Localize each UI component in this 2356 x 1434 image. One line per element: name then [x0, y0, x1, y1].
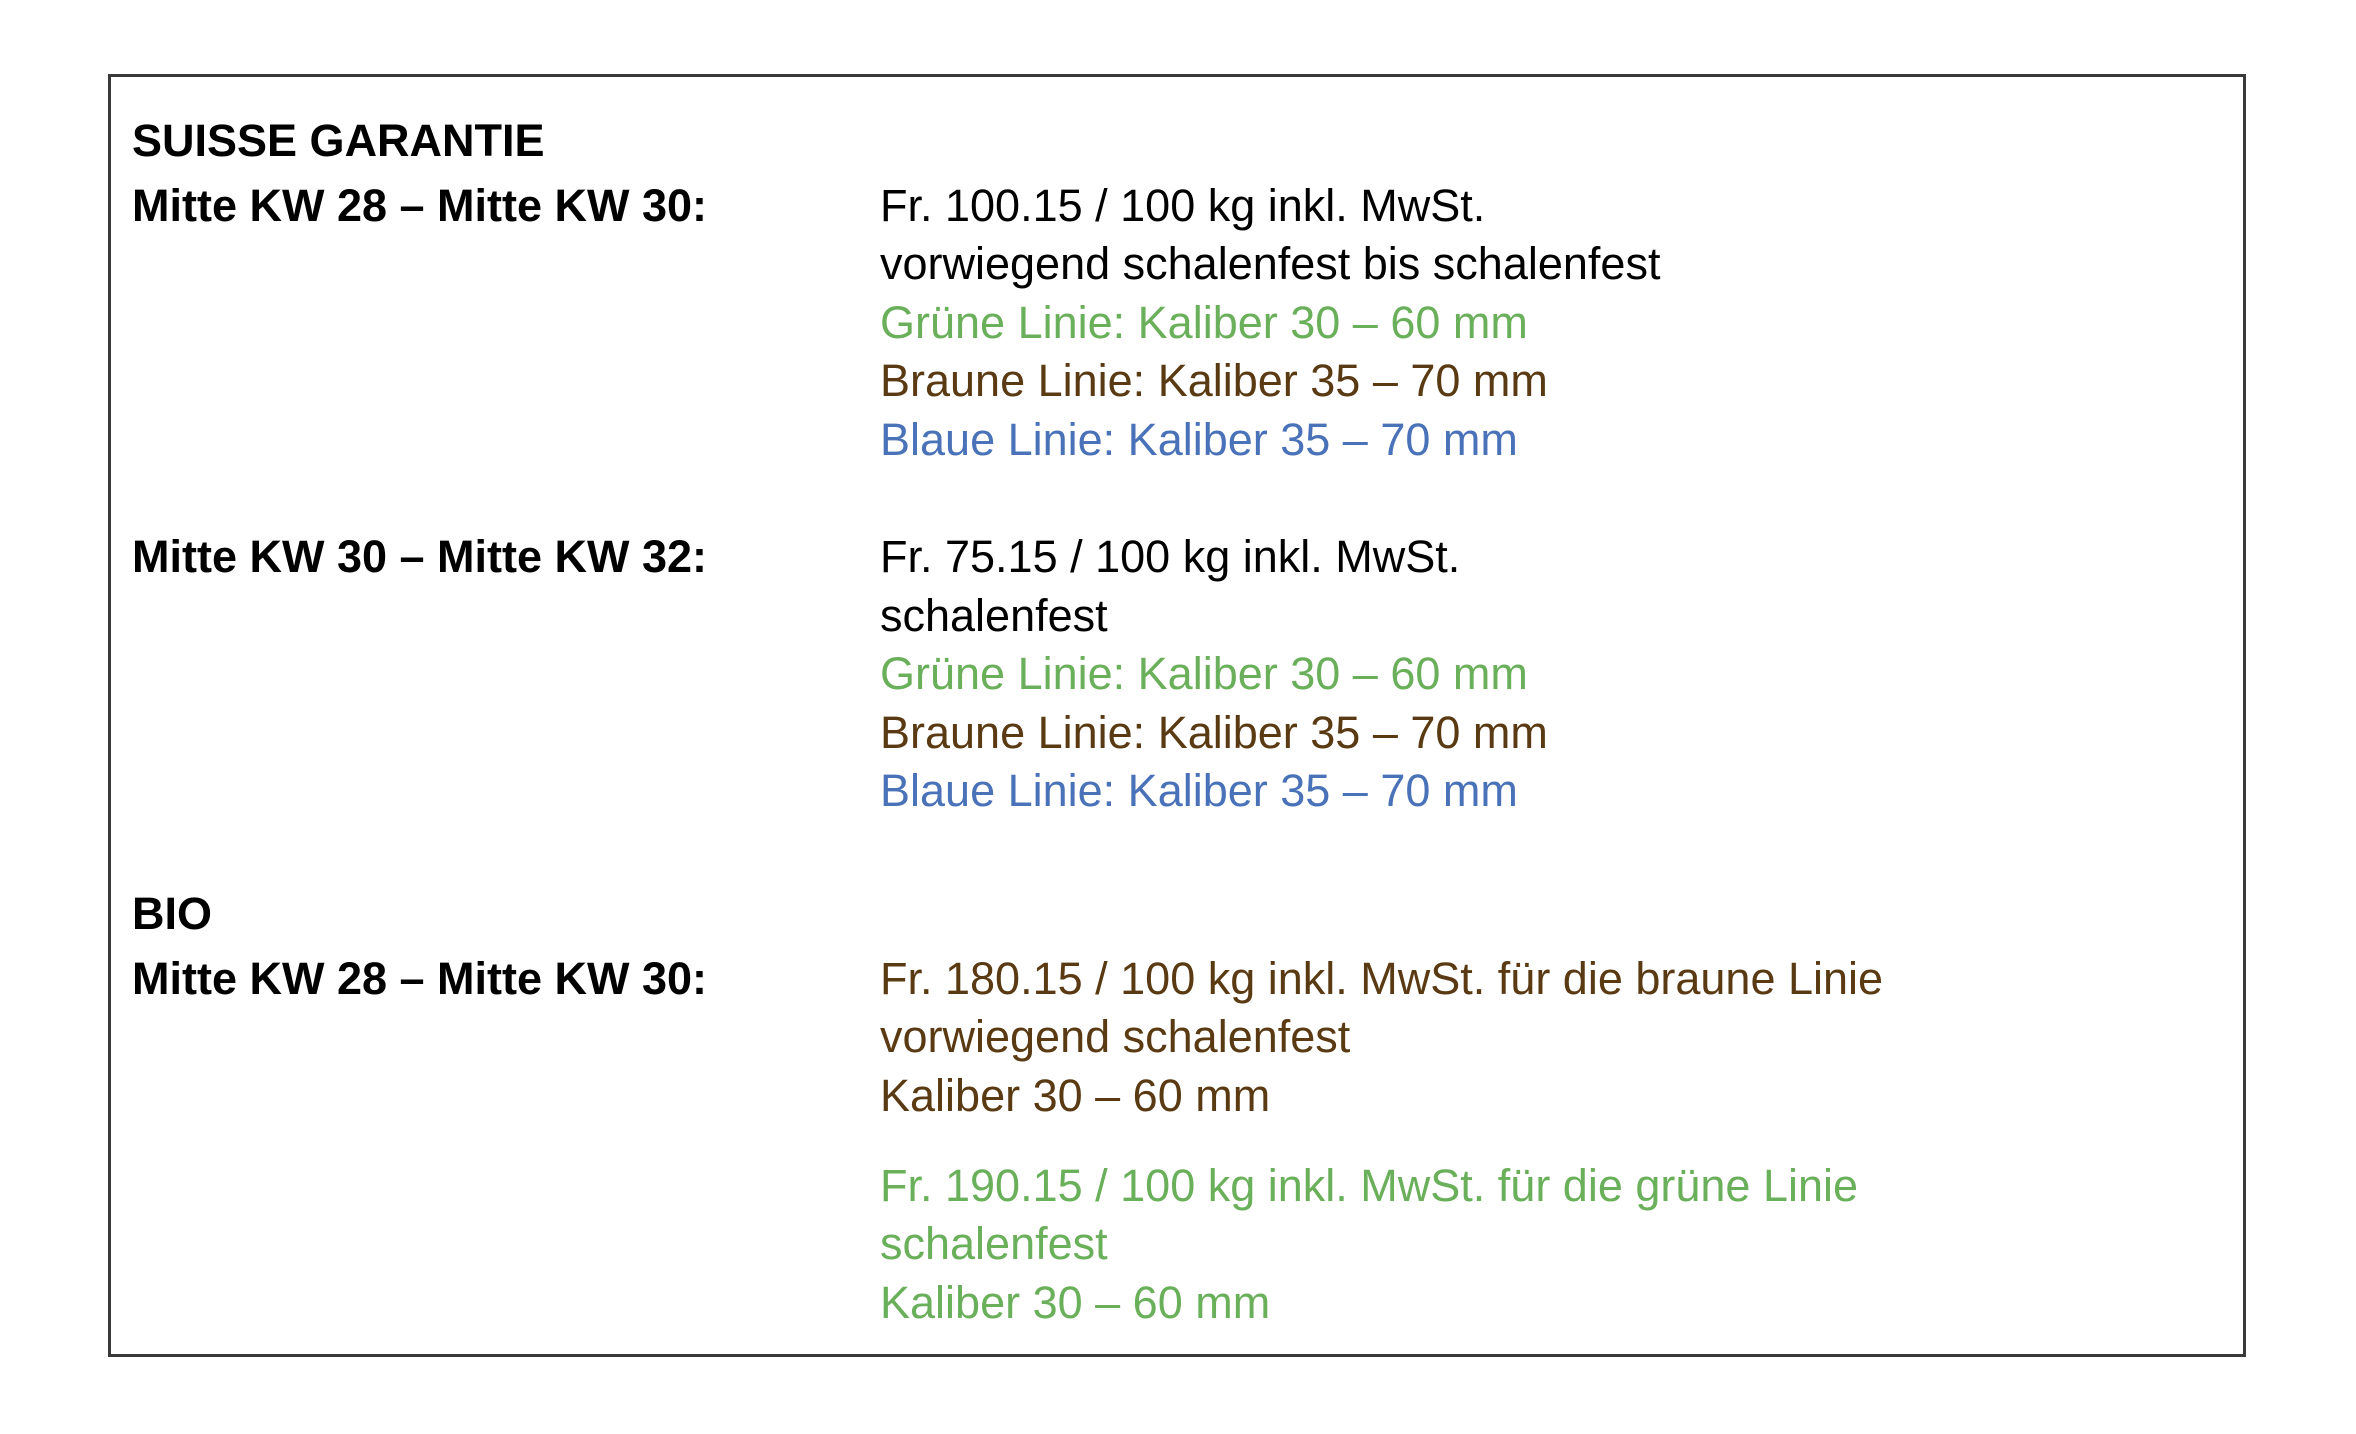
suisse-period2-price: Fr. 75.15 / 100 kg inkl. MwSt.	[880, 531, 1461, 582]
suisse-period2-blue-line: Blaue Linie: Kaliber 35 – 70 mm	[880, 765, 1518, 816]
suisse-period2-brown-line: Braune Linie: Kaliber 35 – 70 mm	[880, 707, 1548, 758]
suisse-period2-label: Mitte KW 30 – Mitte KW 32:	[132, 531, 708, 582]
suisse-period1-green-line: Grüne Linie: Kaliber 30 – 60 mm	[880, 297, 1528, 348]
bio-period-label: Mitte KW 28 – Mitte KW 30:	[132, 953, 708, 1004]
bio-heading: BIO	[132, 888, 213, 939]
suisse-period1-price: Fr. 100.15 / 100 kg inkl. MwSt.	[880, 180, 1486, 231]
bio-green-price: Fr. 190.15 / 100 kg inkl. MwSt. für die grüne Linie	[880, 1160, 1859, 1211]
suisse-period1-condition: vorwiegend schalenfest bis schalenfest	[880, 238, 1661, 289]
suisse-period2-green-line: Grüne Linie: Kaliber 30 – 60 mm	[880, 648, 1528, 699]
bio-brown-price: Fr. 180.15 / 100 kg inkl. MwSt. für die braune Linie	[880, 953, 1884, 1004]
bio-brown-condition: vorwiegend schalenfest	[880, 1011, 1351, 1062]
bio-green-caliber: Kaliber 30 – 60 mm	[880, 1277, 1271, 1328]
bio-brown-caliber: Kaliber 30 – 60 mm	[880, 1070, 1271, 1121]
suisse-period1-blue-line: Blaue Linie: Kaliber 35 – 70 mm	[880, 414, 1518, 465]
suisse-period2-condition: schalenfest	[880, 590, 1108, 641]
suisse-period1-brown-line: Braune Linie: Kaliber 35 – 70 mm	[880, 355, 1548, 406]
bio-green-condition: schalenfest	[880, 1218, 1108, 1269]
suisse-period1-label: Mitte KW 28 – Mitte KW 30:	[132, 180, 708, 231]
suisse-heading: SUISSE GARANTIE	[132, 115, 545, 166]
